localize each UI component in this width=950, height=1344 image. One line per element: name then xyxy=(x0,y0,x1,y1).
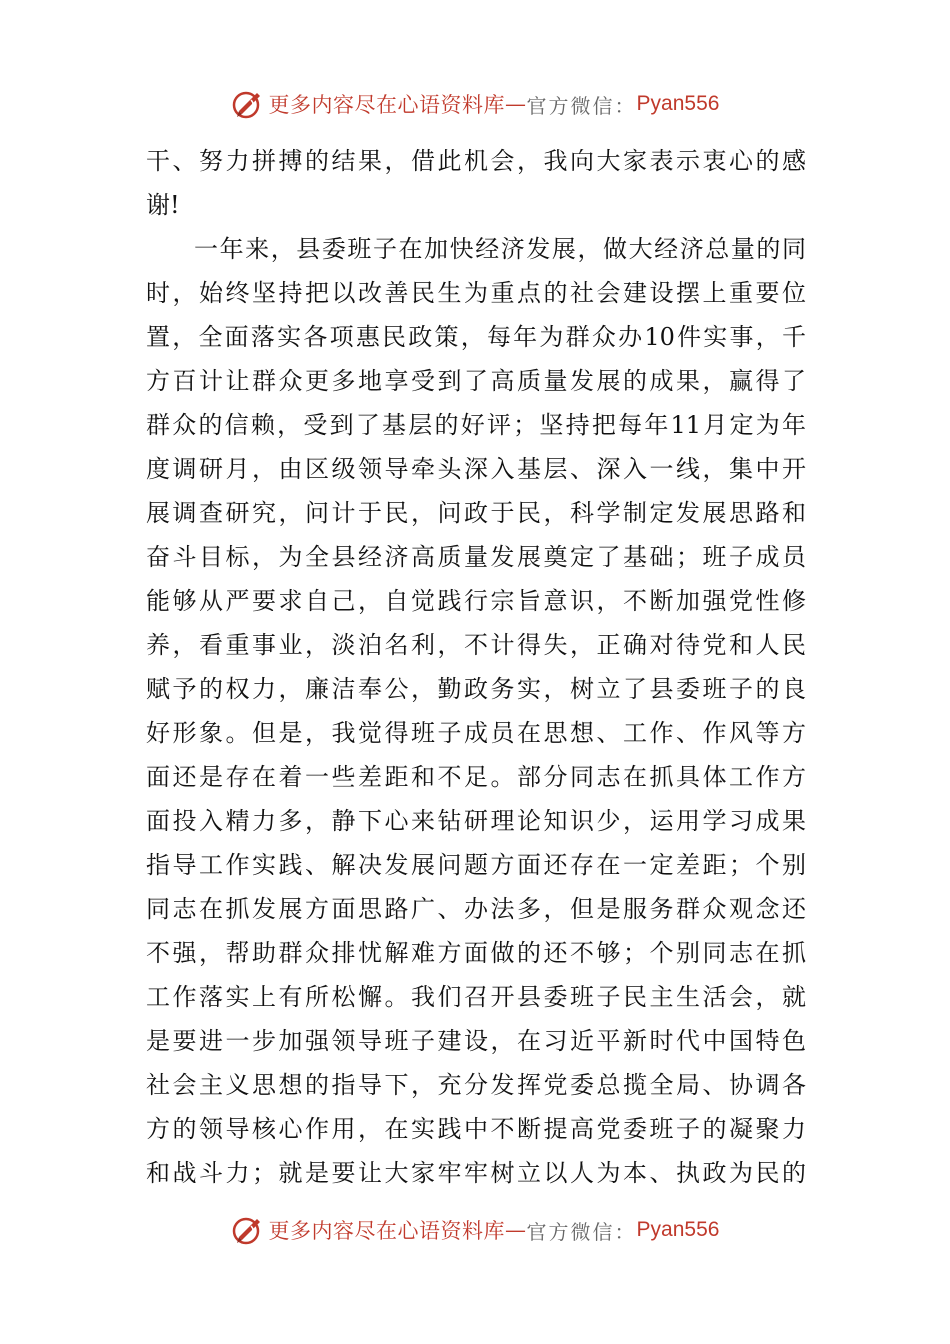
banner-wechat-id: Pyan556 xyxy=(636,92,720,115)
text-line: 面还是存在着一些差距和不足。部分同志在抓具体工作方 xyxy=(146,763,806,791)
banner-wechat-id: Pyan556 xyxy=(636,1218,720,1241)
text-line: 能够从严要求自己，自觉践行宗旨意识，不断加强党性修 xyxy=(146,587,806,615)
text-line: 不强，帮助群众排忧解难方面做的还不够；个别同志在抓 xyxy=(146,939,806,967)
text-line: 是要进一步加强领导班子建设，在习近平新时代中国特色 xyxy=(146,1027,806,1055)
banner-dash: — xyxy=(505,1218,527,1242)
banner-subtitle: 官方微信： xyxy=(526,93,637,118)
text-line: 置，全面落实各项惠民政策，每年为群众办10件实事，千 xyxy=(146,323,806,351)
text-line: 社会主义思想的指导下，充分发挥党委总揽全局、协调各 xyxy=(146,1071,806,1099)
text-line: 谢! xyxy=(146,191,180,219)
banner-subtitle: 官方微信： xyxy=(526,1219,637,1244)
text-line: 指导工作实践、解决发展问题方面还存在一定差距；个别 xyxy=(146,851,806,879)
pen-logo-icon xyxy=(231,87,265,121)
text-line: 同志在抓发展方面思路广、办法多，但是服务群众观念还 xyxy=(146,895,806,923)
document-body xyxy=(146,139,806,1195)
header-banner xyxy=(0,82,950,126)
text-line: 奋斗目标，为全县经济高质量发展奠定了基础；班子成员 xyxy=(146,543,806,571)
text-line: 度调研月，由区级领导牵头深入基层、深入一线，集中开 xyxy=(146,455,806,483)
text-line: 干、努力拼搏的结果，借此机会，我向大家表示衷心的感 xyxy=(146,147,806,175)
text-line: 时，始终坚持把以改善民生为重点的社会建设摆上重要位 xyxy=(146,279,806,307)
text-line: 展调查研究，问计于民，问政于民，科学制定发展思路和 xyxy=(146,499,806,527)
text-line: 面投入精力多，静下心来钻研理论知识少，运用学习成果 xyxy=(146,807,806,835)
text-line: 和战斗力；就是要让大家牢牢树立以人为本、执政为民的 xyxy=(146,1159,806,1187)
banner-dash: — xyxy=(505,92,527,116)
text-line: 工作落实上有所松懈。我们召开县委班子民主生活会，就 xyxy=(146,983,806,1011)
text-line: 赋予的权力，廉洁奉公，勤政务实，树立了县委班子的良 xyxy=(146,675,806,703)
text-line: 好形象。但是，我觉得班子成员在思想、工作、作风等方 xyxy=(146,719,806,747)
text-line: 方的领导核心作用，在实践中不断提高党委班子的凝聚力 xyxy=(146,1115,806,1143)
text-line: 群众的信赖，受到了基层的好评；坚持把每年11月定为年 xyxy=(146,411,806,439)
pen-logo-icon xyxy=(231,1213,265,1247)
text-line: 方百计让群众更多地享受到了高质量发展的成果，赢得了 xyxy=(146,367,806,395)
text-line: 一年来，县委班子在加快经济发展，做大经济总量的同 xyxy=(194,235,806,263)
text-line: 养，看重事业，淡泊名利，不计得失，正确对待党和人民 xyxy=(146,631,806,659)
footer-banner xyxy=(0,1208,950,1252)
banner-title: 更多内容尽在心语资料库 xyxy=(268,93,506,117)
banner-title: 更多内容尽在心语资料库 xyxy=(268,1219,506,1243)
